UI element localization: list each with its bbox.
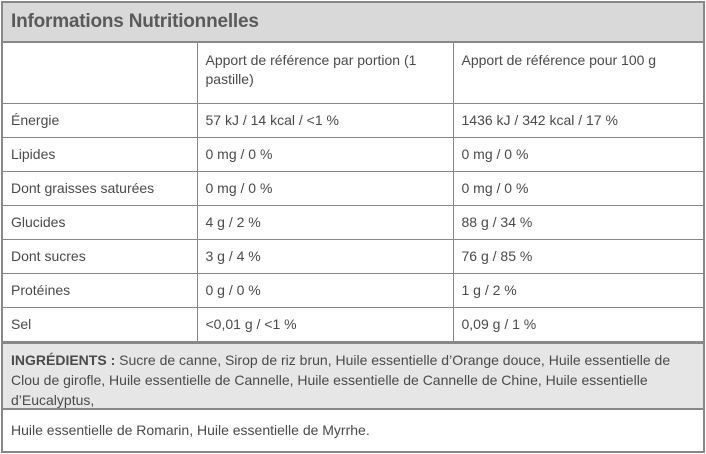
table-row bbox=[3, 103, 703, 137]
per-portion-value: <0,01 g / <1 % bbox=[197, 307, 453, 341]
per-100g-value: 1 g / 2 % bbox=[453, 273, 703, 307]
header-per-100g: Apport de référence pour 100 g bbox=[453, 43, 703, 103]
nutrition-panel bbox=[1, 1, 705, 453]
ingredients-label: INGRÉDIENTS : bbox=[11, 351, 116, 368]
header-empty-cell bbox=[3, 43, 197, 103]
ingredients-continued: Huile essentielle de Romarin, Huile essentielle de Myrrhe. bbox=[3, 410, 703, 440]
per-100g-value: 0 mg / 0 % bbox=[453, 171, 703, 205]
nutrient-name: Dont sucres bbox=[3, 239, 197, 273]
nutrient-name: Protéines bbox=[3, 273, 197, 307]
nutrient-name: Sel bbox=[3, 307, 197, 341]
nutrient-name: Glucides bbox=[3, 205, 197, 239]
table-row bbox=[3, 137, 703, 171]
nutrition-table bbox=[3, 43, 703, 342]
panel-title: Informations Nutritionnelles bbox=[3, 3, 703, 43]
per-portion-value: 57 kJ / 14 kcal / <1 % bbox=[197, 103, 453, 137]
nutrient-name: Énergie bbox=[3, 103, 197, 137]
ingredients-section bbox=[3, 342, 703, 410]
table-row bbox=[3, 239, 703, 273]
per-100g-value: 0,09 g / 1 % bbox=[453, 307, 703, 341]
ingredients-text: Sucre de canne, Sirop de riz brun, Huile essentielle d’Orange douce, Huile essentielle de Clou de girofle, Huile essentielle de Cannelle, Huile essentielle de Cannelle de Chine, Huile essentielle d’Eucalyptus, bbox=[11, 351, 671, 408]
table-row bbox=[3, 205, 703, 239]
header-per-portion: Apport de référence par portion (1 pastille) bbox=[197, 43, 453, 103]
per-portion-value: 0 mg / 0 % bbox=[197, 171, 453, 205]
per-portion-value: 0 g / 0 % bbox=[197, 273, 453, 307]
nutrient-name: Lipides bbox=[3, 137, 197, 171]
per-portion-value: 3 g / 4 % bbox=[197, 239, 453, 273]
table-header-row bbox=[3, 43, 703, 103]
table-row bbox=[3, 307, 703, 341]
per-portion-value: 0 mg / 0 % bbox=[197, 137, 453, 171]
per-portion-value: 4 g / 2 % bbox=[197, 205, 453, 239]
per-100g-value: 88 g / 34 % bbox=[453, 205, 703, 239]
per-100g-value: 0 mg / 0 % bbox=[453, 137, 703, 171]
nutrient-name: Dont graisses saturées bbox=[3, 171, 197, 205]
per-100g-value: 1436 kJ / 342 kcal / 17 % bbox=[453, 103, 703, 137]
table-row bbox=[3, 171, 703, 205]
per-100g-value: 76 g / 85 % bbox=[453, 239, 703, 273]
table-row bbox=[3, 273, 703, 307]
